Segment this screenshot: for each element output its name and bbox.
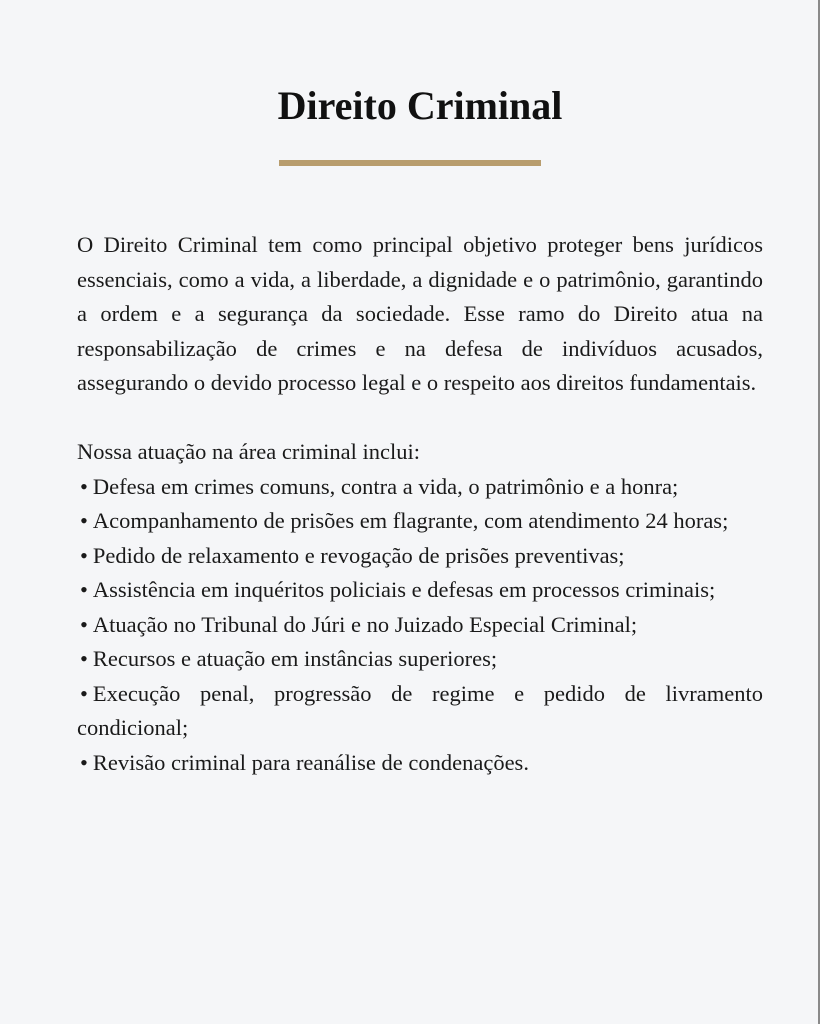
list-item bbox=[77, 470, 763, 505]
bullet-icon: • bbox=[80, 473, 88, 499]
list-item-text: Pedido de relaxamento e revogação de prisões preventivas; bbox=[92, 542, 625, 568]
list-item-text: Recursos e atuação em instâncias superiores; bbox=[92, 646, 498, 671]
bullet-icon: • bbox=[80, 508, 88, 533]
title-underline-divider bbox=[279, 160, 541, 166]
list-item-text: Execução penal, progressão de regime e pedido de livramento condicional; bbox=[77, 680, 763, 740]
list-item-text: Acompanhamento de prisões em flagrante, com atendimento 24 horas; bbox=[92, 508, 729, 533]
bullet-icon: • bbox=[80, 680, 88, 706]
services-heading: Nossa atuação na área criminal inclui: bbox=[77, 439, 420, 464]
list-item bbox=[77, 677, 763, 746]
list-item-text: Assistência em inquéritos policiais e defesas em processos criminais; bbox=[92, 577, 716, 602]
list-item bbox=[77, 746, 763, 781]
list-item bbox=[77, 573, 763, 608]
bullet-icon: • bbox=[80, 646, 88, 671]
bullet-icon: • bbox=[80, 542, 88, 568]
bullet-icon: • bbox=[80, 577, 88, 602]
intro-paragraph: O Direito Criminal tem como principal objetivo proteger bens jurídicos essenciais, como a vida, a liberdade, a dignidade e o patrimônio, garantindo a ordem e a segurança da sociedade. Esse ramo do Direito atua na responsabilização de crimes e na defesa de indivíduos acusados, assegurando o devido processo legal e o respeito aos direitos fundamentais. bbox=[77, 232, 763, 395]
list-item bbox=[77, 504, 763, 539]
page-title: Direito Criminal bbox=[277, 83, 563, 128]
content-body bbox=[77, 228, 763, 780]
bullet-icon: • bbox=[80, 749, 88, 775]
list-item-text: Atuação no Tribunal do Júri e no Juizado Especial Criminal; bbox=[92, 611, 638, 637]
services-list bbox=[77, 470, 763, 781]
list-item bbox=[77, 539, 763, 574]
list-item bbox=[77, 642, 763, 677]
list-item-text: Revisão criminal para reanálise de condenações. bbox=[92, 749, 529, 775]
list-item-text: Defesa em crimes comuns, contra a vida, o patrimônio e a honra; bbox=[92, 473, 679, 499]
bullet-icon: • bbox=[80, 611, 88, 637]
list-item bbox=[77, 608, 763, 643]
